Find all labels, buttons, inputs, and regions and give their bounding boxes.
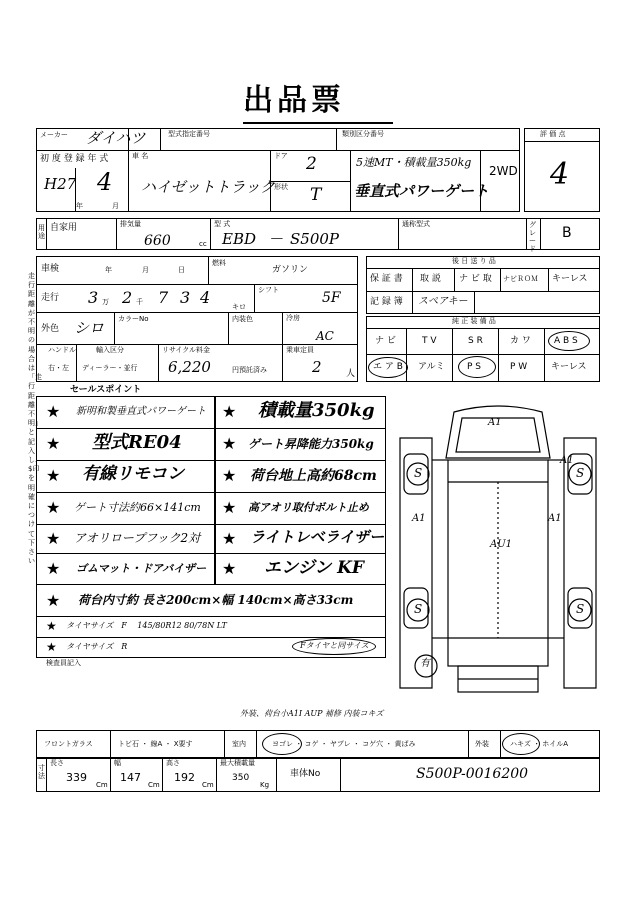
equip-item: エ ア B (373, 362, 403, 372)
sales-point: ゲート昇降能力350kg (248, 437, 374, 451)
send-item: キーレス (552, 274, 588, 284)
sales-points-block (36, 396, 386, 658)
equip-item: A B S (554, 336, 578, 346)
chassis-value: S500P-0016200 (416, 766, 529, 782)
type-cert-label: 型式指定番号 (168, 130, 210, 138)
tire-note: Fタイヤと同サイズ (300, 641, 369, 650)
windshield-label: フロントガラス (44, 740, 93, 748)
length-value: 339 (66, 771, 87, 784)
damage-mark: A1 (488, 417, 502, 428)
man-unit: 万 (102, 298, 109, 306)
exterior-label: 外装 (475, 740, 489, 748)
year-unit: 年 (76, 202, 83, 210)
interior-value: ヨゴレ ・ コゲ ・ ヤブレ ・ コゲ穴 ・ 黄ばみ (272, 740, 416, 748)
recycle-label: リサイクル料金 (162, 346, 211, 354)
star-icon: ★ (46, 529, 61, 548)
sales-point: アオリロープフック2対 (74, 531, 201, 545)
trans-note: 5速MT・積載量350kg (356, 156, 472, 169)
import-value: ディーラー・並行 (82, 364, 138, 372)
star-icon: ★ (222, 529, 237, 548)
capacity-label: 乗車定員 (286, 346, 314, 354)
body-value: T (310, 185, 322, 205)
load-value: 350 (232, 773, 250, 783)
model-dash: － (268, 230, 284, 248)
name-value: ハイゼットトラック (141, 178, 275, 196)
length-unit: Cm (96, 781, 108, 789)
inspector-label: 検査員記入 (46, 659, 81, 667)
mileage-digit: 3 (180, 288, 191, 307)
maker-value: ダイハツ (86, 129, 146, 147)
inspection-month: 月 (142, 266, 149, 274)
model-prefix: EBD (222, 230, 256, 248)
inspection-day: 日 (178, 266, 185, 274)
send-items-header: 後 日 送 り 品 (452, 257, 496, 265)
equip-item: アルミ (418, 362, 445, 372)
star-icon: ★ (222, 434, 237, 453)
star-icon: ★ (46, 498, 61, 517)
tire-size-rear: タイヤサイズ R (66, 642, 128, 651)
era-value: H27 (44, 175, 77, 193)
inspection-label: 車検 (41, 264, 60, 274)
sales-point-full: 荷台内寸約 長さ200cm×幅 140cm×高さ33cm (78, 593, 354, 607)
length-label: 長さ (50, 759, 64, 767)
damage-mark: A1 (412, 513, 426, 524)
mileage-label: 走行 (41, 293, 60, 303)
title-underline (243, 122, 393, 124)
airbag-circle (368, 357, 408, 378)
equip-item: P W (510, 362, 528, 372)
equip-item: カ ワ (510, 336, 531, 346)
first-reg-label: 初 度 登 録 年 式 (40, 154, 109, 164)
ac-label: 冷房 (286, 314, 300, 322)
send-item: 取 説 (420, 274, 441, 284)
damage-mark: S (576, 466, 585, 480)
star-icon: ★ (222, 559, 237, 578)
equip-item: T V (422, 336, 437, 346)
star-icon: ★ (46, 559, 61, 578)
ext-color-value: シロ (74, 319, 105, 337)
damage-mark: A1 (548, 513, 562, 524)
interior-circle (262, 733, 302, 755)
score-value: 4 (550, 157, 570, 192)
equip-item: P S (467, 362, 482, 372)
ps-circle (458, 356, 496, 378)
send-item: ナ ビ 取 (459, 274, 492, 284)
side-note: 走行距離が不明の場合は「走行距離不明」と記入し、$印を明確につけて下さい (28, 272, 42, 566)
sales-point: ライトレベライザー (250, 528, 385, 546)
sales-point: 新明和製垂直式パワーゲート (76, 406, 206, 417)
score-label: 評 価 点 (540, 130, 566, 138)
equip-item: S R (468, 336, 483, 346)
km-label: キロ (232, 303, 246, 311)
recycle-unit: 円預託済み (232, 366, 267, 374)
gate-note: 垂直式パワーゲート (354, 182, 490, 200)
maker-label: メーカー (40, 131, 68, 139)
damage-mark: S (414, 602, 423, 616)
cab-outline (446, 406, 550, 458)
send-item: 保 証 書 (370, 274, 403, 284)
damage-mark: 有 (420, 658, 430, 669)
star-icon: ★ (46, 466, 61, 485)
cc-unit: cc (199, 240, 207, 248)
color-no-label: カラーNo (118, 315, 149, 323)
height-label: 高さ (166, 759, 180, 767)
sales-point: エンジン KF (264, 558, 364, 578)
height-value: 192 (174, 771, 195, 784)
common-model-label: 通称型式 (402, 220, 430, 228)
exterior-value: ハキズ ・ ホイルA (510, 740, 569, 748)
doors-label: ドア (274, 152, 288, 160)
shift-value: 5F (322, 290, 341, 306)
model-label: 型 式 (214, 220, 231, 228)
fuel-value: ガソリン (272, 265, 309, 275)
width-value: 147 (120, 771, 141, 784)
chassis-label: 車体No (290, 769, 321, 779)
cc-label: 排気量 (120, 220, 141, 228)
shift-label: シフト (258, 286, 279, 294)
sales-point: ゴムマット・ドアバイザー (76, 562, 207, 575)
damage-mark: A1 (560, 455, 574, 466)
handle-label: ハンドル (48, 346, 76, 354)
usage-value: 自家用 (50, 223, 78, 233)
load-unit: Kg (260, 781, 270, 789)
handle-value: 右・左 (48, 364, 69, 372)
body-label: 形状 (274, 183, 288, 191)
abs-circle (548, 331, 590, 351)
star-icon: ★ (46, 402, 61, 421)
tire-size-front: タイヤサイズ F 145/80R12 80/78N LT (66, 621, 227, 630)
inspection-year: 年 (105, 266, 112, 274)
mileage-digit: 3 (88, 288, 99, 307)
recycle-value: 6,220 (168, 358, 211, 376)
import-label: 輸入区分 (96, 346, 124, 354)
sales-point: 有線リモコン (82, 464, 184, 484)
sales-point: 荷台地上高約68cm (250, 468, 377, 484)
size-label: 寸法 (38, 764, 45, 780)
equip-item: キーレス (551, 362, 587, 372)
width-unit: Cm (148, 781, 160, 789)
star-icon: ★ (46, 640, 57, 654)
ac-value: AC (316, 329, 334, 343)
grade-value: B (562, 225, 572, 241)
load-label: 最大積載量 (220, 759, 255, 767)
cc-value: 660 (144, 233, 171, 249)
doors-value: 2 (306, 154, 317, 174)
height-unit: Cm (202, 781, 214, 789)
star-icon: ★ (46, 619, 57, 633)
mileage-digit: 7 (158, 288, 169, 307)
fuel-label: 燃料 (212, 259, 226, 267)
sales-point: 型式RE04 (92, 432, 182, 453)
equipment-header: 純 正 装 備 品 (452, 317, 496, 325)
class-label: 類別区分番号 (342, 130, 384, 138)
capacity-unit: 人 (346, 369, 356, 379)
sales-point: ゲート寸法約66×141cm (74, 501, 201, 514)
width-label: 幅 (114, 759, 121, 767)
star-icon: ★ (46, 591, 61, 610)
diagram-note: 外装、荷台小A1I AUP 補修 内装コキズ (240, 709, 384, 718)
damage-mark: S (414, 466, 423, 480)
windshield-value: トビ石 ・ 線A ・ X要す (118, 740, 193, 748)
sales-point: 積載量350kg (258, 400, 375, 421)
send-item: 記 録 簿 (370, 297, 403, 307)
damage-mark: AU1 (490, 539, 513, 550)
star-icon: ★ (46, 434, 61, 453)
month-unit: 月 (112, 202, 119, 210)
grade-label: グレード (529, 221, 536, 253)
exterior-circle (502, 733, 540, 755)
damage-mark: S (576, 602, 585, 616)
page-title: 出品票 (243, 83, 345, 118)
sales-points-header: セールスポイント (70, 385, 142, 395)
send-item: ナビＲＯＭ (503, 275, 538, 283)
usage-label: 用途 (38, 224, 45, 240)
name-label: 車 名 (132, 152, 149, 160)
send-item-value: スペアキー (418, 296, 468, 307)
sales-point: 高アオリ取付ボルト止め (248, 501, 369, 514)
ext-color-label: 外色 (41, 324, 60, 334)
equip-item: ナ ビ (375, 336, 396, 346)
mileage-digit: 2 (122, 288, 133, 307)
reg-month-value: 4 (97, 168, 113, 196)
drive-value: 2WD (489, 164, 518, 178)
int-color-label: 内装色 (232, 315, 253, 323)
sen-unit: 千 (136, 298, 143, 306)
mileage-digit: 4 (200, 288, 211, 307)
star-icon: ★ (222, 498, 237, 517)
star-icon: ★ (222, 466, 237, 485)
model-code: S500P (290, 230, 339, 248)
star-icon: ★ (222, 402, 237, 421)
capacity-value: 2 (312, 358, 322, 376)
interior-label: 室内 (232, 740, 246, 748)
